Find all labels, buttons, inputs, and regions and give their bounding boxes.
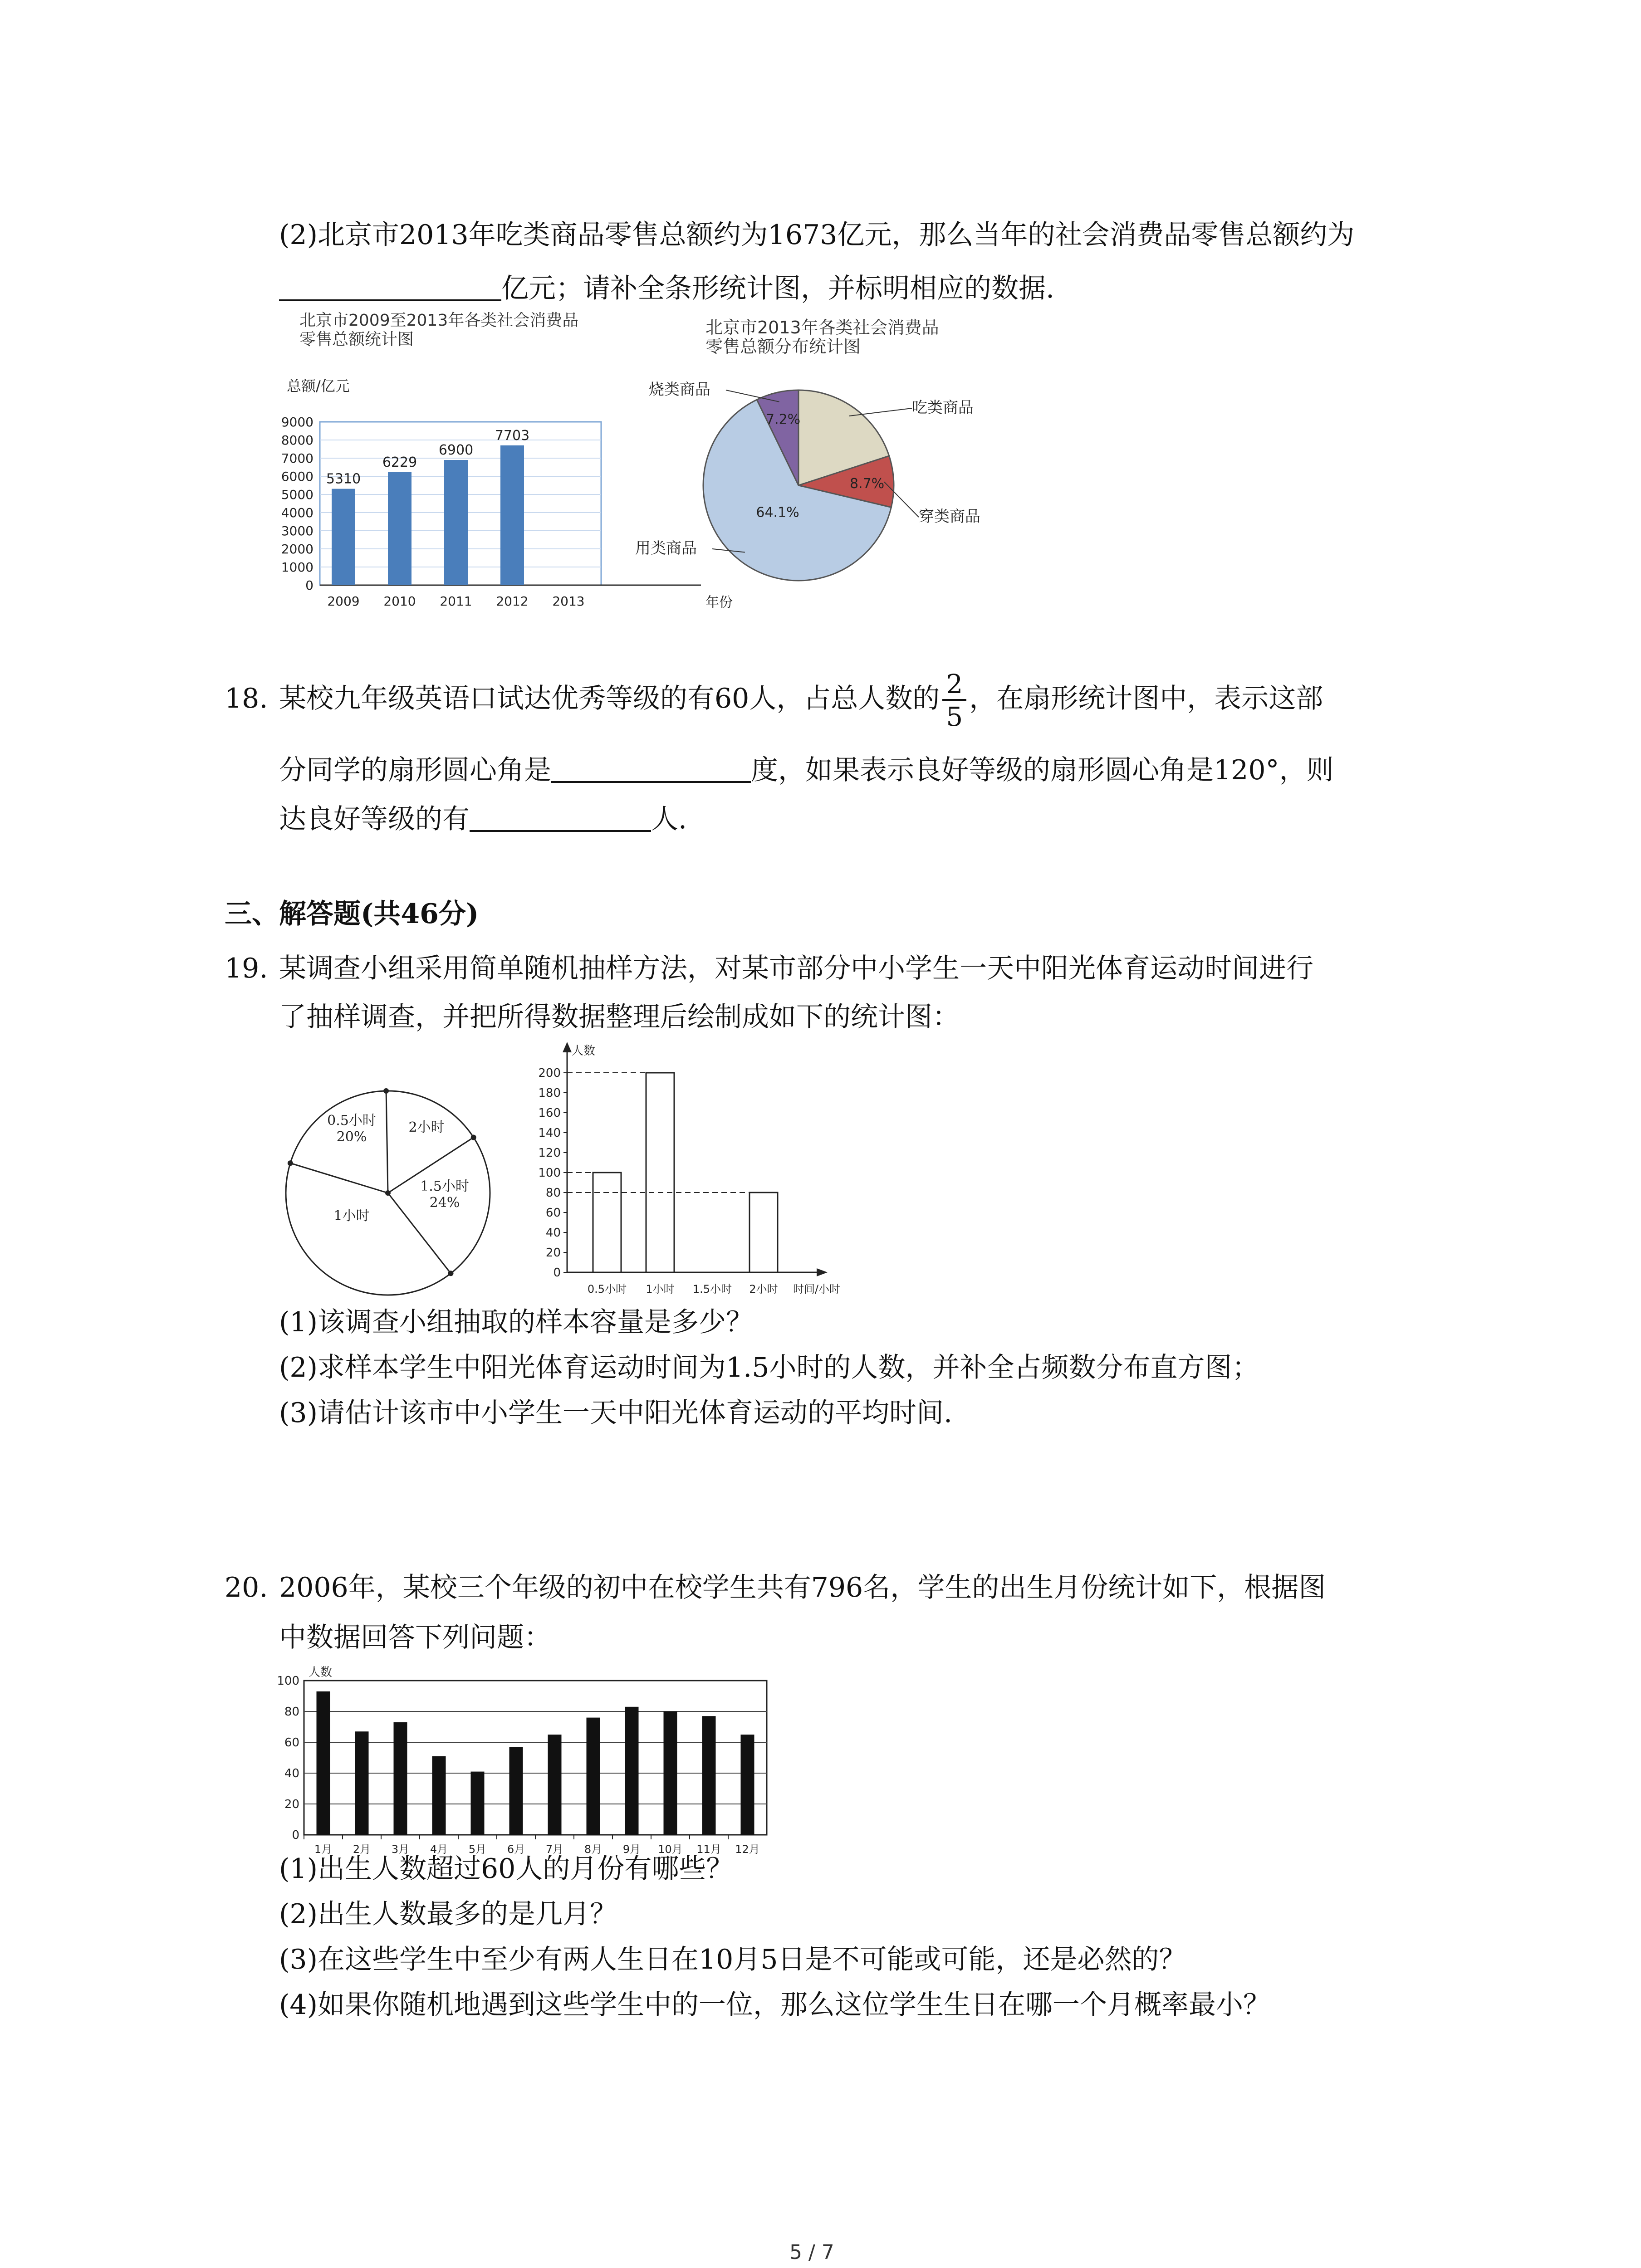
- x-tick-label: 1月: [314, 1843, 333, 1856]
- q18-line2-post: 度，如果表示良好等级的扇形圆心角是120°，则: [751, 754, 1334, 786]
- q18-line1-post: ，在扇形统计图中，表示这部: [969, 683, 1323, 714]
- x-tick-label: 3月: [391, 1843, 410, 1856]
- answer-blank[interactable]: [551, 754, 751, 783]
- slice-value-label: 64.1%: [756, 504, 799, 521]
- histogram-bar: [749, 1193, 778, 1272]
- y-tick-label: 4000: [281, 505, 314, 520]
- bar: [702, 1716, 716, 1835]
- slice-divider: [290, 1163, 388, 1193]
- y-axis-label: 总额/亿元: [287, 377, 350, 395]
- slice-point: [288, 1160, 293, 1166]
- beijing-pie-chart: [626, 308, 1034, 617]
- y-axis-arrow: [563, 1042, 572, 1052]
- bar: [355, 1731, 369, 1835]
- q19-line1: 某调查小组采用简单随机抽样方法，对某市部分中小学生一天中阳光体育运动时间进行: [279, 953, 1313, 984]
- x-tick-label: 2011: [440, 594, 472, 609]
- q19-sub2: (2)求样本学生中阳光体育运动时间为1.5小时的人数，并补全占频数分布直方图；: [279, 1352, 1259, 1383]
- chart-title-line1: 北京市2009至2013年各类社会消费品: [299, 311, 579, 330]
- slice-point: [383, 1088, 389, 1094]
- x-tick-label: 2010: [383, 594, 416, 609]
- y-tick-label: 20: [545, 1246, 561, 1260]
- bar-value-label: 5310: [326, 471, 361, 487]
- slice-name-label: 吃类商品: [912, 399, 974, 417]
- q18-line2: [279, 754, 1334, 784]
- section-heading: 三、解答题(共46分): [225, 898, 479, 930]
- x-axis-label: 年份: [705, 595, 733, 611]
- q20-line1: 2006年，某校三个年级的初中在校学生共有796名，学生的出生月份统计如下，根据图: [279, 1572, 1326, 1603]
- q17-part2-line2: [279, 272, 1054, 302]
- q18-line3-post: 人.: [651, 803, 687, 835]
- y-tick-label: 80: [545, 1186, 561, 1200]
- y-tick-label: 0: [553, 1266, 561, 1280]
- y-tick-label: 200: [538, 1066, 561, 1080]
- x-axis-arrow: [817, 1268, 828, 1276]
- bar: [444, 460, 468, 585]
- chart-title-line2: 零售总额统计图: [299, 330, 414, 349]
- slice-name-label: 1小时: [333, 1208, 370, 1224]
- x-tick-label: 2小时: [749, 1283, 778, 1295]
- slice-name-label: 用类商品: [635, 539, 697, 557]
- exercise-histogram: [522, 1039, 876, 1311]
- q20-sub3: (3)在这些学生中至少有两人生日在10月5日是不可能或可能，还是必然的？: [279, 1944, 1186, 1975]
- y-tick-label: 8000: [281, 433, 314, 448]
- y-tick-label: 160: [538, 1106, 561, 1120]
- bar: [332, 489, 355, 585]
- x-tick-label: 1小时: [646, 1283, 675, 1295]
- q18-line2-pre: 分同学的扇形圆心角是: [279, 754, 551, 786]
- x-tick-label: 1.5小时: [692, 1283, 732, 1295]
- x-tick-label: 2012: [496, 594, 529, 609]
- slice-value-label: 7.2%: [765, 411, 801, 428]
- bar: [587, 1718, 600, 1835]
- x-tick-label: 12月: [735, 1843, 760, 1856]
- y-tick-label: 2000: [281, 542, 314, 557]
- q19-number: 19.: [225, 953, 268, 984]
- bar: [471, 1772, 485, 1835]
- y-tick-label: 40: [284, 1767, 299, 1780]
- y-tick-label: 3000: [281, 523, 314, 538]
- bar-value-label: 6900: [438, 442, 474, 458]
- q17-part2-line2-text: 亿元；请补全条形统计图，并标明相应的数据.: [501, 273, 1055, 304]
- q19-sub3: (3)请估计该市中小学生一天中阳光体育运动的平均时间.: [279, 1397, 953, 1429]
- birth-month-chart: [268, 1660, 776, 1860]
- bar: [509, 1747, 523, 1835]
- x-tick-label: 2013: [552, 594, 585, 609]
- histogram-bar: [646, 1073, 674, 1272]
- slice-point: [448, 1271, 454, 1276]
- fraction: [942, 669, 966, 733]
- y-tick-label: 60: [284, 1736, 299, 1750]
- q20-sub1: (1)出生人数超过60人的月份有哪些？: [279, 1853, 734, 1885]
- y-tick-label: 5000: [281, 487, 314, 502]
- bar-value-label: 6229: [382, 454, 417, 470]
- histogram-bar: [593, 1173, 621, 1272]
- q19-line2: 了抽样调查，并把所得数据整理后绘制成如下的统计图：: [279, 1001, 960, 1033]
- bar: [394, 1722, 407, 1835]
- fraction-denominator: 5: [946, 701, 963, 733]
- chart-title-line2: 零售总额分布统计图: [705, 337, 861, 357]
- x-tick-label: 4月: [430, 1843, 448, 1856]
- y-tick-label: 120: [538, 1146, 561, 1160]
- bar: [317, 1691, 330, 1835]
- slice-divider: [386, 1091, 388, 1193]
- y-tick-label: 100: [277, 1674, 299, 1688]
- y-tick-label: 80: [284, 1705, 299, 1719]
- answer-blank[interactable]: [279, 272, 501, 301]
- y-axis-label: 人数: [309, 1666, 333, 1679]
- slice-point: [471, 1134, 476, 1140]
- y-axis-label: 人数: [572, 1044, 596, 1058]
- page-number: 5 / 7: [789, 2241, 834, 2264]
- x-tick-label: 6月: [507, 1843, 525, 1856]
- slice-name-label: 2小时: [408, 1119, 445, 1135]
- q19-sub1: (1)该调查小组抽取的样本容量是多少？: [279, 1306, 753, 1338]
- bar: [500, 445, 524, 585]
- y-tick-label: 1000: [281, 560, 314, 575]
- q18-line1: [279, 669, 1323, 733]
- chart-title-line1: 北京市2013年各类社会消费品: [705, 318, 939, 337]
- x-axis-label: 时间/小时: [793, 1283, 841, 1295]
- x-tick-label: 11月: [696, 1843, 721, 1856]
- bar-value-label: 7703: [495, 427, 530, 444]
- q18-line1-pre: 某校九年级英语口试达优秀等级的有60人，占总人数的: [279, 683, 940, 714]
- x-tick-label: 7月: [545, 1843, 564, 1856]
- y-tick-label: 9000: [281, 415, 314, 430]
- y-tick-label: 7000: [281, 451, 314, 466]
- q18-line3-pre: 达良好等级的有: [279, 803, 470, 835]
- q20-sub2: (2)出生人数最多的是几月？: [279, 1898, 617, 1930]
- y-tick-label: 0: [292, 1828, 299, 1842]
- bar: [664, 1711, 677, 1835]
- bar: [548, 1735, 562, 1835]
- x-tick-label: 2月: [353, 1843, 371, 1856]
- y-tick-label: 6000: [281, 469, 314, 484]
- slice-value-label: 24%: [429, 1195, 460, 1211]
- bar: [432, 1756, 446, 1835]
- slice-value-label: 20%: [336, 1129, 367, 1145]
- x-tick-label: 0.5小时: [587, 1283, 627, 1295]
- slice-name-label: 穿类商品: [919, 508, 980, 526]
- y-tick-label: 140: [538, 1126, 561, 1140]
- x-tick-label: 9月: [622, 1843, 641, 1856]
- q20-sub4: (4)如果你随机地遇到这些学生中的一位，那么这位学生生日在哪一个月概率最小？: [279, 1989, 1270, 2021]
- answer-blank[interactable]: [470, 803, 651, 832]
- q20-line2: 中数据回答下列问题：: [279, 1622, 551, 1653]
- y-tick-label: 20: [284, 1798, 299, 1811]
- plot-frame: [304, 1681, 767, 1835]
- slice-name-label: 0.5小时: [327, 1113, 376, 1129]
- bar: [625, 1707, 639, 1835]
- y-tick-label: 40: [545, 1226, 561, 1240]
- q18-number: 18.: [225, 683, 268, 714]
- y-tick-label: 180: [538, 1086, 561, 1100]
- q20-number: 20.: [225, 1572, 268, 1603]
- x-tick-label: 2009: [327, 594, 360, 609]
- x-tick-label: 5月: [468, 1843, 487, 1856]
- bar: [741, 1735, 754, 1835]
- pie-center: [385, 1190, 391, 1196]
- exercise-pie-chart: [268, 1061, 522, 1297]
- slice-name-label: 烧类商品: [649, 381, 710, 399]
- y-tick-label: 0: [305, 578, 314, 593]
- q17-part2-line1: (2)北京市2013年吃类商品零售总额约为1673亿元，那么当年的社会消费品零售总额约为: [279, 219, 1355, 251]
- slice-name-label: 1.5小时: [420, 1178, 469, 1194]
- y-tick-label: 100: [538, 1166, 561, 1180]
- q18-line3: [279, 803, 687, 833]
- y-tick-label: 60: [545, 1206, 561, 1220]
- bar: [388, 472, 411, 585]
- x-tick-label: 8月: [584, 1843, 603, 1856]
- x-tick-label: 10月: [658, 1843, 683, 1856]
- slice-value-label: 8.7%: [849, 475, 885, 492]
- fraction-numerator: 2: [942, 671, 966, 701]
